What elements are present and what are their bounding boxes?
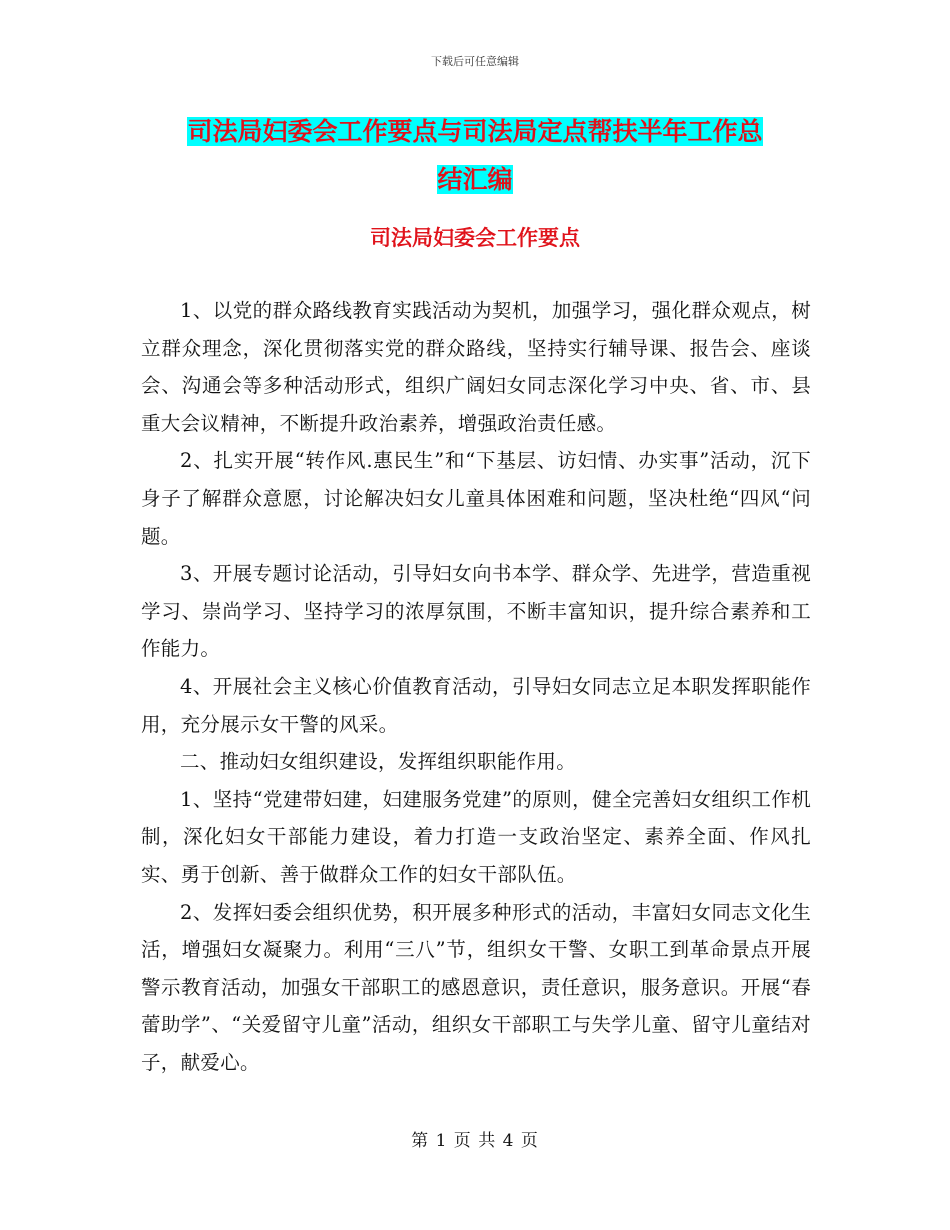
header-note: 下载后可任意编辑 [431, 55, 519, 68]
paragraph: 1、以党的群众路线教育实践活动为契机，加强学习，强化群众观点，树立群众理念，深化贯彻落实党的群众路线，坚持实行辅导课、报告会、座谈会、沟通会等多种活动形式，组织广阔妇女同志深化学习中央、省、市、县重大会议精神，不断提升政治素养，增强政治责任感。 [141, 299, 811, 435]
document-title [140, 108, 810, 204]
paragraph: 3、开展专题讨论活动，引导妇女向书本学、群众学、先进学，营造重视学习、崇尚学习、坚持学习的浓厚氛围，不断丰富知识，提升综合素养和工作能力。 [141, 562, 811, 661]
document-body [141, 292, 811, 1081]
paragraph: 二、推动妇女组织建设，发挥组织职能作用。 [180, 750, 577, 774]
title-line-2: 结汇编 [437, 165, 513, 194]
paragraph: 1、坚持“党建带妇建，妇建服务党建”的原则，健全完善妇女组织工作机制，深化妇女干部能力建设，着力打造一支政治坚定、素养全面、作风扎实、勇于创新、善于做群众工作的妇女干部队伍。 [141, 787, 811, 886]
page-footer: 第 1 页 共 4 页 [411, 1131, 539, 1151]
section-title: 司法局妇委会工作要点 [370, 226, 580, 250]
title-line-1: 司法局妇委会工作要点与司法局定点帮扶半年工作总 [187, 117, 763, 146]
paragraph: 2、扎实开展“转作风.惠民生”和“下基层、访妇情、办实事”活动，沉下身子了解群众意愿，讨论解决妇女儿童具体困难和问题，坚决杜绝“四风“问题。 [141, 449, 811, 548]
paragraph: 2、发挥妇委会组织优势，积开展多种形式的活动，丰富妇女同志文化生活，增强妇女凝聚力。利用“三八”节，组织女干警、女职工到革命景点开展警示教育活动，加强女干部职工的感恩意识，责任意识，服务意识。开展“春蕾助学”、“关爱留守儿童”活动，组织女干部职工与失学儿童、留守儿童结对子，献爱心。 [141, 900, 811, 1074]
paragraph: 4、开展社会主义核心价值教育活动，引导妇女同志立足本职发挥职能作用，充分展示女干警的风采。 [141, 674, 811, 736]
